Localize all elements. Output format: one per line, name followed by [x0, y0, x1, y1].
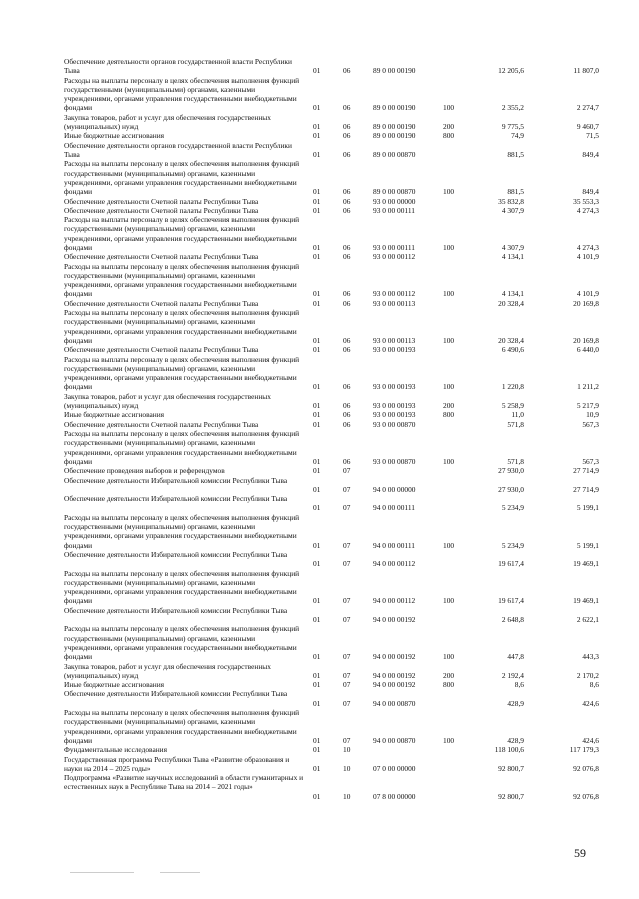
- row-razdel: 01: [313, 735, 321, 745]
- row-name: Расходы на выплаты персоналу в целях обеспечения выполнения функций государственными (муниципальными) органами, казенными учреждениями, органами управления государственными внебюджетными фондами: [64, 512, 300, 550]
- row-value-1: 6 490,6: [501, 345, 524, 355]
- row-value-2: 2 274,7: [576, 103, 599, 113]
- row-value-2: 27 714,9: [573, 466, 599, 476]
- row-podrazdel: 07: [343, 680, 351, 690]
- row-value-2: 4 274,3: [576, 242, 599, 252]
- row-value-1: 12 205,6: [498, 66, 524, 76]
- row-value-1: 428,9: [507, 735, 524, 745]
- page-number: 59: [574, 846, 586, 860]
- row-value-1: 118 100,6: [494, 745, 524, 755]
- row-name: Иные бюджетные ассигнования: [64, 131, 165, 141]
- row-vr: 100: [443, 242, 455, 252]
- row-name: Обеспечение деятельности Счетной палаты Республики Тыва: [64, 252, 259, 262]
- row-podrazdel: 06: [343, 131, 351, 141]
- row-value-2: 117 179,3: [569, 745, 599, 755]
- row-value-2: 1 211,2: [577, 382, 599, 392]
- table-row: [0, 429, 639, 466]
- row-value-1: 20 328,4: [498, 335, 524, 345]
- row-csr: 89 0 00 00870: [373, 149, 416, 159]
- row-razdel: 01: [313, 466, 321, 476]
- row-value-1: 2 648,8: [501, 614, 524, 624]
- row-value-2: 8,6: [589, 680, 599, 690]
- row-vr: 100: [443, 456, 455, 466]
- row-podrazdel: 06: [343, 187, 351, 197]
- row-razdel: 01: [313, 670, 321, 680]
- row-podrazdel: 06: [343, 335, 351, 345]
- row-razdel: 01: [313, 382, 321, 392]
- row-value-2: 92 076,8: [573, 763, 599, 773]
- row-podrazdel: 06: [343, 242, 351, 252]
- footer-mark: [160, 872, 200, 873]
- row-name: Подпрограмма «Развитие научных исследований в области гуманитарных и естественных наук в Республике Тыва на 2014 – 2021 годы»: [64, 773, 304, 792]
- row-podrazdel: 06: [343, 252, 351, 262]
- table-row: [0, 745, 639, 754]
- row-name: Расходы на выплаты персоналу в целях обеспечения выполнения функций государственными (муниципальными) органами, казенными учреждениями, органами управления государственными внебюджетными фондами: [64, 215, 300, 252]
- row-value-2: 849,4: [582, 187, 599, 197]
- row-value-2: 4 274,3: [576, 205, 599, 215]
- row-name: Закупка товаров, работ и услуг для обеспечения государственных (муниципальных) нужд: [64, 391, 271, 411]
- table-row: [0, 606, 639, 625]
- row-value-2: 5 217,9: [576, 401, 599, 411]
- table-row: [0, 57, 639, 76]
- row-value-1: 4 134,1: [501, 252, 524, 262]
- row-vr: 200: [443, 401, 455, 411]
- row-razdel: 01: [313, 66, 321, 76]
- row-value-2: 424,6: [582, 698, 599, 708]
- table-row: [0, 131, 639, 140]
- row-razdel: 01: [313, 298, 321, 308]
- row-csr: 07 8 00 00000: [373, 791, 416, 801]
- row-vr: 800: [443, 131, 455, 141]
- row-podrazdel: 07: [343, 614, 351, 624]
- table-row: [0, 299, 639, 308]
- row-podrazdel: 07: [343, 559, 351, 569]
- row-value-2: 71,5: [586, 131, 599, 141]
- row-csr: 94 0 00 00192: [373, 652, 416, 662]
- row-podrazdel: 10: [343, 745, 351, 755]
- row-value-1: 11,0: [511, 410, 524, 420]
- row-value-2: 4 101,9: [576, 252, 599, 262]
- row-name: Обеспечение деятельности Счетной палаты Республики Тыва: [64, 345, 259, 355]
- row-name: Обеспечение деятельности Избирательной комиссии Республики Тыва: [64, 689, 288, 699]
- row-vr: 100: [443, 382, 455, 392]
- table-row: [0, 215, 639, 252]
- row-csr: 94 0 00 00112: [373, 559, 416, 569]
- row-razdel: 01: [313, 540, 321, 550]
- row-razdel: 01: [313, 745, 321, 755]
- row-name: Обеспечение деятельности Счетной палаты Республики Тыва: [64, 298, 259, 308]
- row-csr: 94 0 00 00192: [373, 614, 416, 624]
- row-value-2: 5 199,1: [576, 540, 599, 550]
- table-row: [0, 206, 639, 215]
- row-name: Обеспечение деятельности Избирательной комиссии Республики Тыва: [64, 605, 288, 615]
- row-vr: 100: [443, 289, 455, 299]
- row-csr: 93 0 00 00193: [373, 345, 416, 355]
- row-value-2: 20 169,8: [573, 335, 599, 345]
- row-razdel: 01: [313, 791, 321, 801]
- row-value-2: 19 469,1: [573, 596, 599, 606]
- row-value-1: 881,5: [507, 187, 524, 197]
- row-razdel: 01: [313, 187, 321, 197]
- table-row: [0, 159, 639, 196]
- row-podrazdel: 10: [343, 763, 351, 773]
- row-name: Расходы на выплаты персоналу в целях обеспечения выполнения функций государственными (муниципальными) органами, казенными учреждениями, органами управления государственными внебюджетными фондами: [64, 568, 300, 606]
- row-razdel: 01: [313, 503, 321, 513]
- row-value-2: 424,6: [582, 735, 599, 745]
- row-podrazdel: 07: [343, 698, 351, 708]
- row-value-2: 2 622,1: [576, 614, 599, 624]
- row-razdel: 01: [313, 289, 321, 299]
- row-razdel: 01: [313, 149, 321, 159]
- row-vr: 800: [443, 680, 455, 690]
- row-value-1: 5 234,9: [501, 540, 524, 550]
- row-name: Расходы на выплаты персоналу в целях обеспечения выполнения функций государственными (муниципальными) органами, казенными учреждениями, органами управления государственными внебюджетными фондами: [64, 308, 300, 345]
- table-row: [0, 141, 639, 160]
- row-razdel: 01: [313, 419, 321, 429]
- row-name: Расходы на выплаты персоналу в целях обеспечения выполнения функций государственными (муниципальными) органами, казенными учреждениями, органами управления государственными внебюджетными фондами: [64, 159, 300, 197]
- row-csr: 94 0 00 00111: [373, 503, 415, 513]
- row-value-1: 9 775,5: [501, 122, 524, 132]
- row-name: Закупка товаров, работ и услуг для обеспечения государственных (муниципальных) нужд: [64, 661, 271, 680]
- table-row: [0, 755, 639, 774]
- row-csr: 93 0 00 00113: [373, 335, 416, 345]
- row-podrazdel: 07: [343, 484, 351, 494]
- row-razdel: 01: [313, 559, 321, 569]
- row-csr: 93 0 00 00112: [373, 289, 416, 299]
- row-podrazdel: 07: [343, 503, 351, 513]
- table-row: [0, 197, 639, 206]
- row-vr: 200: [443, 670, 455, 680]
- row-value-2: 4 101,9: [576, 289, 599, 299]
- row-vr: 100: [443, 735, 455, 745]
- row-razdel: 01: [313, 698, 321, 708]
- row-podrazdel: 06: [343, 66, 351, 76]
- table-row: [0, 308, 639, 345]
- table-row: [0, 708, 639, 745]
- row-podrazdel: 07: [343, 596, 351, 606]
- row-name: Расходы на выплаты персоналу в целях обеспечения выполнения функций государственными (муниципальными) органами, казенными учреждениями, органами управления государственными внебюджетными фондами: [64, 429, 300, 466]
- row-podrazdel: 06: [343, 401, 351, 411]
- row-value-1: 27 930,0: [498, 484, 524, 494]
- row-vr: 100: [443, 540, 455, 550]
- row-value-2: 2 170,2: [576, 670, 599, 680]
- row-razdel: 01: [313, 103, 321, 113]
- table-row: [0, 410, 639, 419]
- row-razdel: 01: [313, 410, 321, 420]
- row-razdel: 01: [313, 196, 321, 206]
- row-name: Обеспечение деятельности Счетной палаты Республики Тыва: [64, 196, 259, 206]
- row-csr: 93 0 00 00111: [373, 242, 415, 252]
- row-vr: 100: [443, 335, 455, 345]
- table-row: [0, 355, 639, 392]
- row-razdel: 01: [313, 122, 321, 132]
- row-value-1: 571,8: [507, 456, 524, 466]
- row-name: Обеспечение деятельности Счетной палаты Республики Тыва: [64, 419, 259, 429]
- row-csr: 93 0 00 00113: [373, 298, 416, 308]
- row-value-1: 19 617,4: [498, 596, 524, 606]
- row-csr: 93 0 00 00193: [373, 410, 416, 420]
- row-podrazdel: 06: [343, 196, 351, 206]
- row-razdel: 01: [313, 763, 321, 773]
- row-csr: 93 0 00 00112: [373, 252, 416, 262]
- row-value-1: 571,8: [507, 419, 524, 429]
- row-vr: 100: [443, 103, 455, 113]
- table-row: [0, 466, 639, 475]
- row-value-1: 20 328,4: [498, 298, 524, 308]
- row-razdel: 01: [313, 652, 321, 662]
- row-csr: 89 0 00 00190: [373, 122, 416, 132]
- row-value-1: 74,9: [511, 131, 524, 141]
- row-value-2: 92 076,8: [573, 791, 599, 801]
- row-value-2: 19 469,1: [573, 559, 599, 569]
- row-podrazdel: 10: [343, 791, 351, 801]
- row-vr: 100: [443, 187, 455, 197]
- row-value-1: 447,8: [507, 652, 524, 662]
- row-name: Обеспечение деятельности Избирательной комиссии Республики Тыва: [64, 475, 288, 485]
- row-value-2: 567,3: [582, 419, 599, 429]
- row-razdel: 01: [313, 131, 321, 141]
- table-row: [0, 773, 639, 801]
- row-value-2: 35 553,3: [573, 196, 599, 206]
- row-razdel: 01: [313, 205, 321, 215]
- row-csr: 89 0 00 00190: [373, 103, 416, 113]
- table-row: [0, 680, 639, 689]
- row-value-1: 92 800,7: [498, 763, 524, 773]
- row-value-1: 1 220,8: [501, 382, 524, 392]
- row-vr: 200: [443, 122, 455, 132]
- row-vr: 100: [443, 652, 455, 662]
- row-vr: 800: [443, 410, 455, 420]
- row-csr: 89 0 00 00190: [373, 66, 416, 76]
- table-row: [0, 252, 639, 261]
- row-razdel: 01: [313, 456, 321, 466]
- row-value-1: 428,9: [507, 698, 524, 708]
- row-value-1: 27 930,0: [498, 466, 524, 476]
- row-name: Расходы на выплаты персоналу в целях обеспечения выполнения функций государственными (муниципальными) органами, казенными учреждениями, органами управления государственными внебюджетными фондами: [64, 708, 300, 745]
- row-csr: 93 0 00 00193: [373, 382, 416, 392]
- table-row: [0, 113, 639, 132]
- row-razdel: 01: [313, 252, 321, 262]
- row-csr: 94 0 00 00870: [373, 735, 416, 745]
- table-row: [0, 550, 639, 569]
- table-row: [0, 569, 639, 606]
- row-value-1: 35 832,8: [498, 196, 524, 206]
- row-podrazdel: 07: [343, 735, 351, 745]
- row-csr: 93 0 00 00870: [373, 419, 416, 429]
- row-name: Обеспечение проведения выборов и референдумов: [64, 466, 225, 476]
- row-podrazdel: 07: [343, 670, 351, 680]
- row-csr: 94 0 00 00192: [373, 680, 416, 690]
- row-podrazdel: 06: [343, 456, 351, 466]
- row-name: Закупка товаров, работ и услуг для обеспечения государственных (муниципальных) нужд: [64, 112, 271, 132]
- table-row: [0, 392, 639, 411]
- table-row: [0, 662, 639, 681]
- table-row: [0, 345, 639, 354]
- row-razdel: 01: [313, 596, 321, 606]
- row-name: Обеспечение деятельности органов государственной власти Республики Тыва: [64, 140, 292, 159]
- row-value-1: 2 192,4: [501, 670, 524, 680]
- row-podrazdel: 06: [343, 289, 351, 299]
- table-row: [0, 494, 639, 513]
- table-row: [0, 476, 639, 495]
- row-vr: 100: [443, 596, 455, 606]
- row-value-1: 4 307,9: [501, 242, 524, 252]
- table-row: [0, 624, 639, 661]
- row-value-2: 27 714,9: [573, 484, 599, 494]
- row-razdel: 01: [313, 680, 321, 690]
- row-name: Обеспечение деятельности Счетной палаты Республики Тыва: [64, 205, 259, 215]
- row-value-2: 849,4: [582, 149, 599, 159]
- row-value-1: 4 134,1: [501, 289, 524, 299]
- row-name: Обеспечение деятельности органов государственной власти Республики Тыва: [64, 57, 292, 76]
- row-podrazdel: 06: [343, 149, 351, 159]
- row-razdel: 01: [313, 335, 321, 345]
- row-value-1: 5 258,9: [501, 401, 524, 411]
- row-razdel: 01: [313, 614, 321, 624]
- row-csr: 94 0 00 00112: [373, 596, 416, 606]
- table-row: [0, 420, 639, 429]
- table-row: [0, 689, 639, 708]
- footer-mark: [70, 872, 134, 873]
- row-value-2: 443,3: [582, 652, 599, 662]
- row-podrazdel: 07: [343, 540, 351, 550]
- row-podrazdel: 06: [343, 419, 351, 429]
- row-value-2: 6 440,0: [576, 345, 599, 355]
- row-csr: 94 0 00 00192: [373, 670, 416, 680]
- row-podrazdel: 06: [343, 205, 351, 215]
- row-value-1: 8,6: [514, 680, 524, 690]
- row-podrazdel: 06: [343, 410, 351, 420]
- row-csr: 93 0 00 00000: [373, 196, 416, 206]
- row-name: Расходы на выплаты персоналу в целях обеспечения выполнения функций государственными (муниципальными) органами, казенными учреждениями, органами управления государственными внебюджетными фондами: [64, 624, 300, 662]
- row-csr: 89 0 00 00190: [373, 131, 416, 141]
- row-value-1: 881,5: [507, 149, 524, 159]
- row-csr: 94 0 00 00111: [373, 540, 415, 550]
- row-value-1: 5 234,9: [501, 503, 524, 513]
- row-name: Расходы на выплаты персоналу в целях обеспечения выполнения функций государственными (муниципальными) органами, казенными учреждениями, органами управления государственными внебюджетными фондами: [64, 261, 300, 299]
- row-name: Иные бюджетные ассигнования: [64, 410, 165, 420]
- row-name: Обеспечение деятельности Избирательной комиссии Республики Тыва: [64, 494, 288, 504]
- row-name: Обеспечение деятельности Избирательной комиссии Республики Тыва: [64, 549, 288, 559]
- row-value-1: 92 800,7: [498, 791, 524, 801]
- row-value-2: 5 199,1: [576, 503, 599, 513]
- row-podrazdel: 06: [343, 122, 351, 132]
- row-podrazdel: 06: [343, 345, 351, 355]
- row-value-2: 567,3: [582, 456, 599, 466]
- row-value-2: 9 460,7: [576, 122, 599, 132]
- row-podrazdel: 06: [343, 382, 351, 392]
- row-csr: 94 0 00 00000: [373, 484, 416, 494]
- row-csr: 93 0 00 00193: [373, 401, 416, 411]
- row-name: Расходы на выплаты персоналу в целях обеспечения выполнения функций государственными (муниципальными) органами, казенными учреждениями, органами управления государственными внебюджетными фондами: [64, 354, 300, 392]
- table-row: [0, 513, 639, 550]
- row-csr: 07 0 00 00000: [373, 763, 416, 773]
- row-name: Расходы на выплаты персоналу в целях обеспечения выполнения функций государственными (муниципальными) органами, казенными учреждениями, органами управления государственными внебюджетными фондами: [64, 75, 300, 113]
- table-row: [0, 262, 639, 299]
- row-csr: 93 0 00 00111: [373, 205, 415, 215]
- row-podrazdel: 06: [343, 103, 351, 113]
- table-row: [0, 76, 639, 113]
- row-podrazdel: 07: [343, 466, 351, 476]
- row-csr: 94 0 00 00870: [373, 698, 416, 708]
- row-razdel: 01: [313, 242, 321, 252]
- row-csr: 93 0 00 00870: [373, 456, 416, 466]
- row-value-1: 4 307,9: [501, 205, 524, 215]
- row-name: Иные бюджетные ассигнования: [64, 680, 165, 690]
- row-name: Фундаментальные исследования: [64, 745, 168, 755]
- row-razdel: 01: [313, 345, 321, 355]
- row-razdel: 01: [313, 484, 321, 494]
- row-csr: 89 0 00 00870: [373, 187, 416, 197]
- row-value-2: 20 169,8: [573, 298, 599, 308]
- row-value-2: 10,9: [586, 410, 599, 420]
- row-value-2: 11 807,0: [573, 66, 599, 76]
- row-value-1: 19 617,4: [498, 559, 524, 569]
- row-podrazdel: 06: [343, 298, 351, 308]
- row-value-1: 2 355,2: [501, 103, 524, 113]
- row-podrazdel: 07: [343, 652, 351, 662]
- row-razdel: 01: [313, 401, 321, 411]
- row-name: Государственная программа Республики Тыва «Развитие образования и науки на 2014 – 2025 годы»: [64, 754, 290, 773]
